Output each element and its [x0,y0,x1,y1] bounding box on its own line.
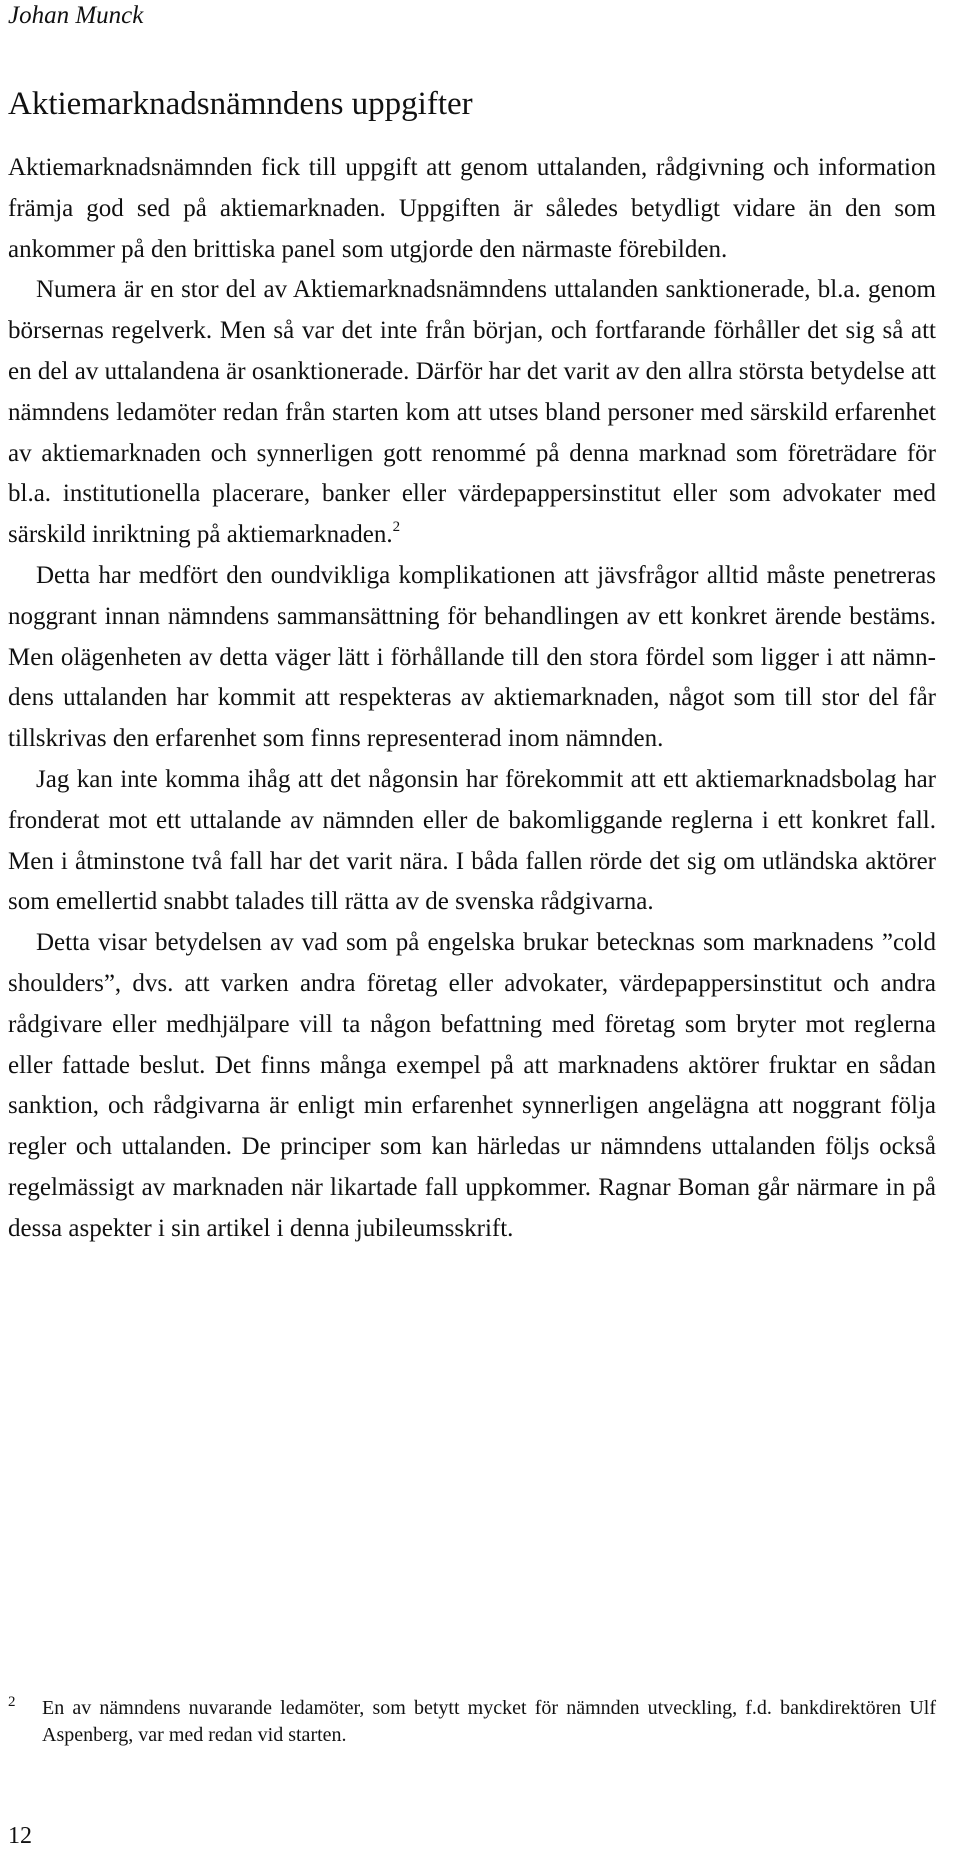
document-page [8,0,936,1861]
section-heading: Aktiemarknadsnämndens uppgifter [8,86,473,122]
footnote [8,1695,936,1749]
paragraph: Jag kan inte komma ihåg att det någonsin har förekommit att ett aktiemarknadsbolag har fronderat mot ett uttalande av nämnden eller de bakomliggande reglerna i ett konkret fall. Men i åtminstone två fall har det varit nära. I båda fallen rörde det sig om utländska aktörer som emellertid snabbt talades till rätta av de svenska rådgivarna. [8,765,936,916]
footnote-mark: 2 [8,1694,16,1710]
paragraph: Detta har medfört den oundvikliga komplikationen att jävsfrågor alltid måste penetreras noggrant innan nämndens sammansättning för behandlingen av ett konkret ärende bestäms. Men olägenheten av detta väger lätt i förhållande till den stora fördel som ligger i att nämndens uttalanden har kommit att respekteras av aktiemarknaden, något som till stor del får tillskrivas den erfarenhet som finns representerad inom nämnden. [8,561,936,753]
footnote-reference[interactable]: 2 [392,518,401,535]
body-text [8,148,936,1250]
footnote-text: En av nämndens nuvarande ledamöter, som betytt mycket för nämnden utveckling, f.d. bankdirektören Ulf Aspenberg, var med redan vid starten. [42,1697,936,1746]
paragraph: Aktiemarknadsnämnden fick till uppgift att genom uttalanden, rådgivning och information främja god sed på aktiemarknaden. Uppgiften är således betydligt vidare än den som ankommer på den brittiska panel som utgjorde den närmaste förebilden. [8,154,936,263]
paragraph-text: Numera är en stor del av Aktiemarknadsnämndens uttalanden sanktionerade, bl.a. genom börsernas regelverk. Men så var det inte från början, och fortfarande förhåller det sig så att en del av uttalandena är osanktionerade. Därför har det varit av den allra största betydelse att nämndens ledamöter redan från starten kom att utses bland personer med särskild erfarenhet av aktiemarknaden och synnerligen gott renommé på denna marknad som företrädare för bl.a. institutionella placerare, banker eller värdepappersinstitut eller som advokater med särskild inriktning på aktiemarknaden. [8,276,936,549]
paragraph: Detta visar betydelsen av vad som på engelska brukar betecknas som marknadens ”cold shoulders”, dvs. att varken andra företag eller advokater, värdepappersinstitut och andra rådgivare eller medhjälpare vill ta någon befattning med företag som bryter mot reglerna eller fattade beslut. Det finns många exempel på att marknadens aktörer fruktar en sådan sanktion, och rådgivarna är enligt min erfarenhet synnerligen angelägna att noggrant följa regler och uttalanden. De principer som kan härledas ur nämndens uttalanden följs också regelmässigt av marknaden när likartade fall uppkommer. Ragnar Boman går närmare in på dessa aspekter i sin artikel i denna jubileumsskrift. [8,929,936,1242]
paragraph-with-footnote [8,270,936,556]
page-number: 12 [8,1823,32,1849]
running-header-author: Johan Munck [8,2,144,29]
